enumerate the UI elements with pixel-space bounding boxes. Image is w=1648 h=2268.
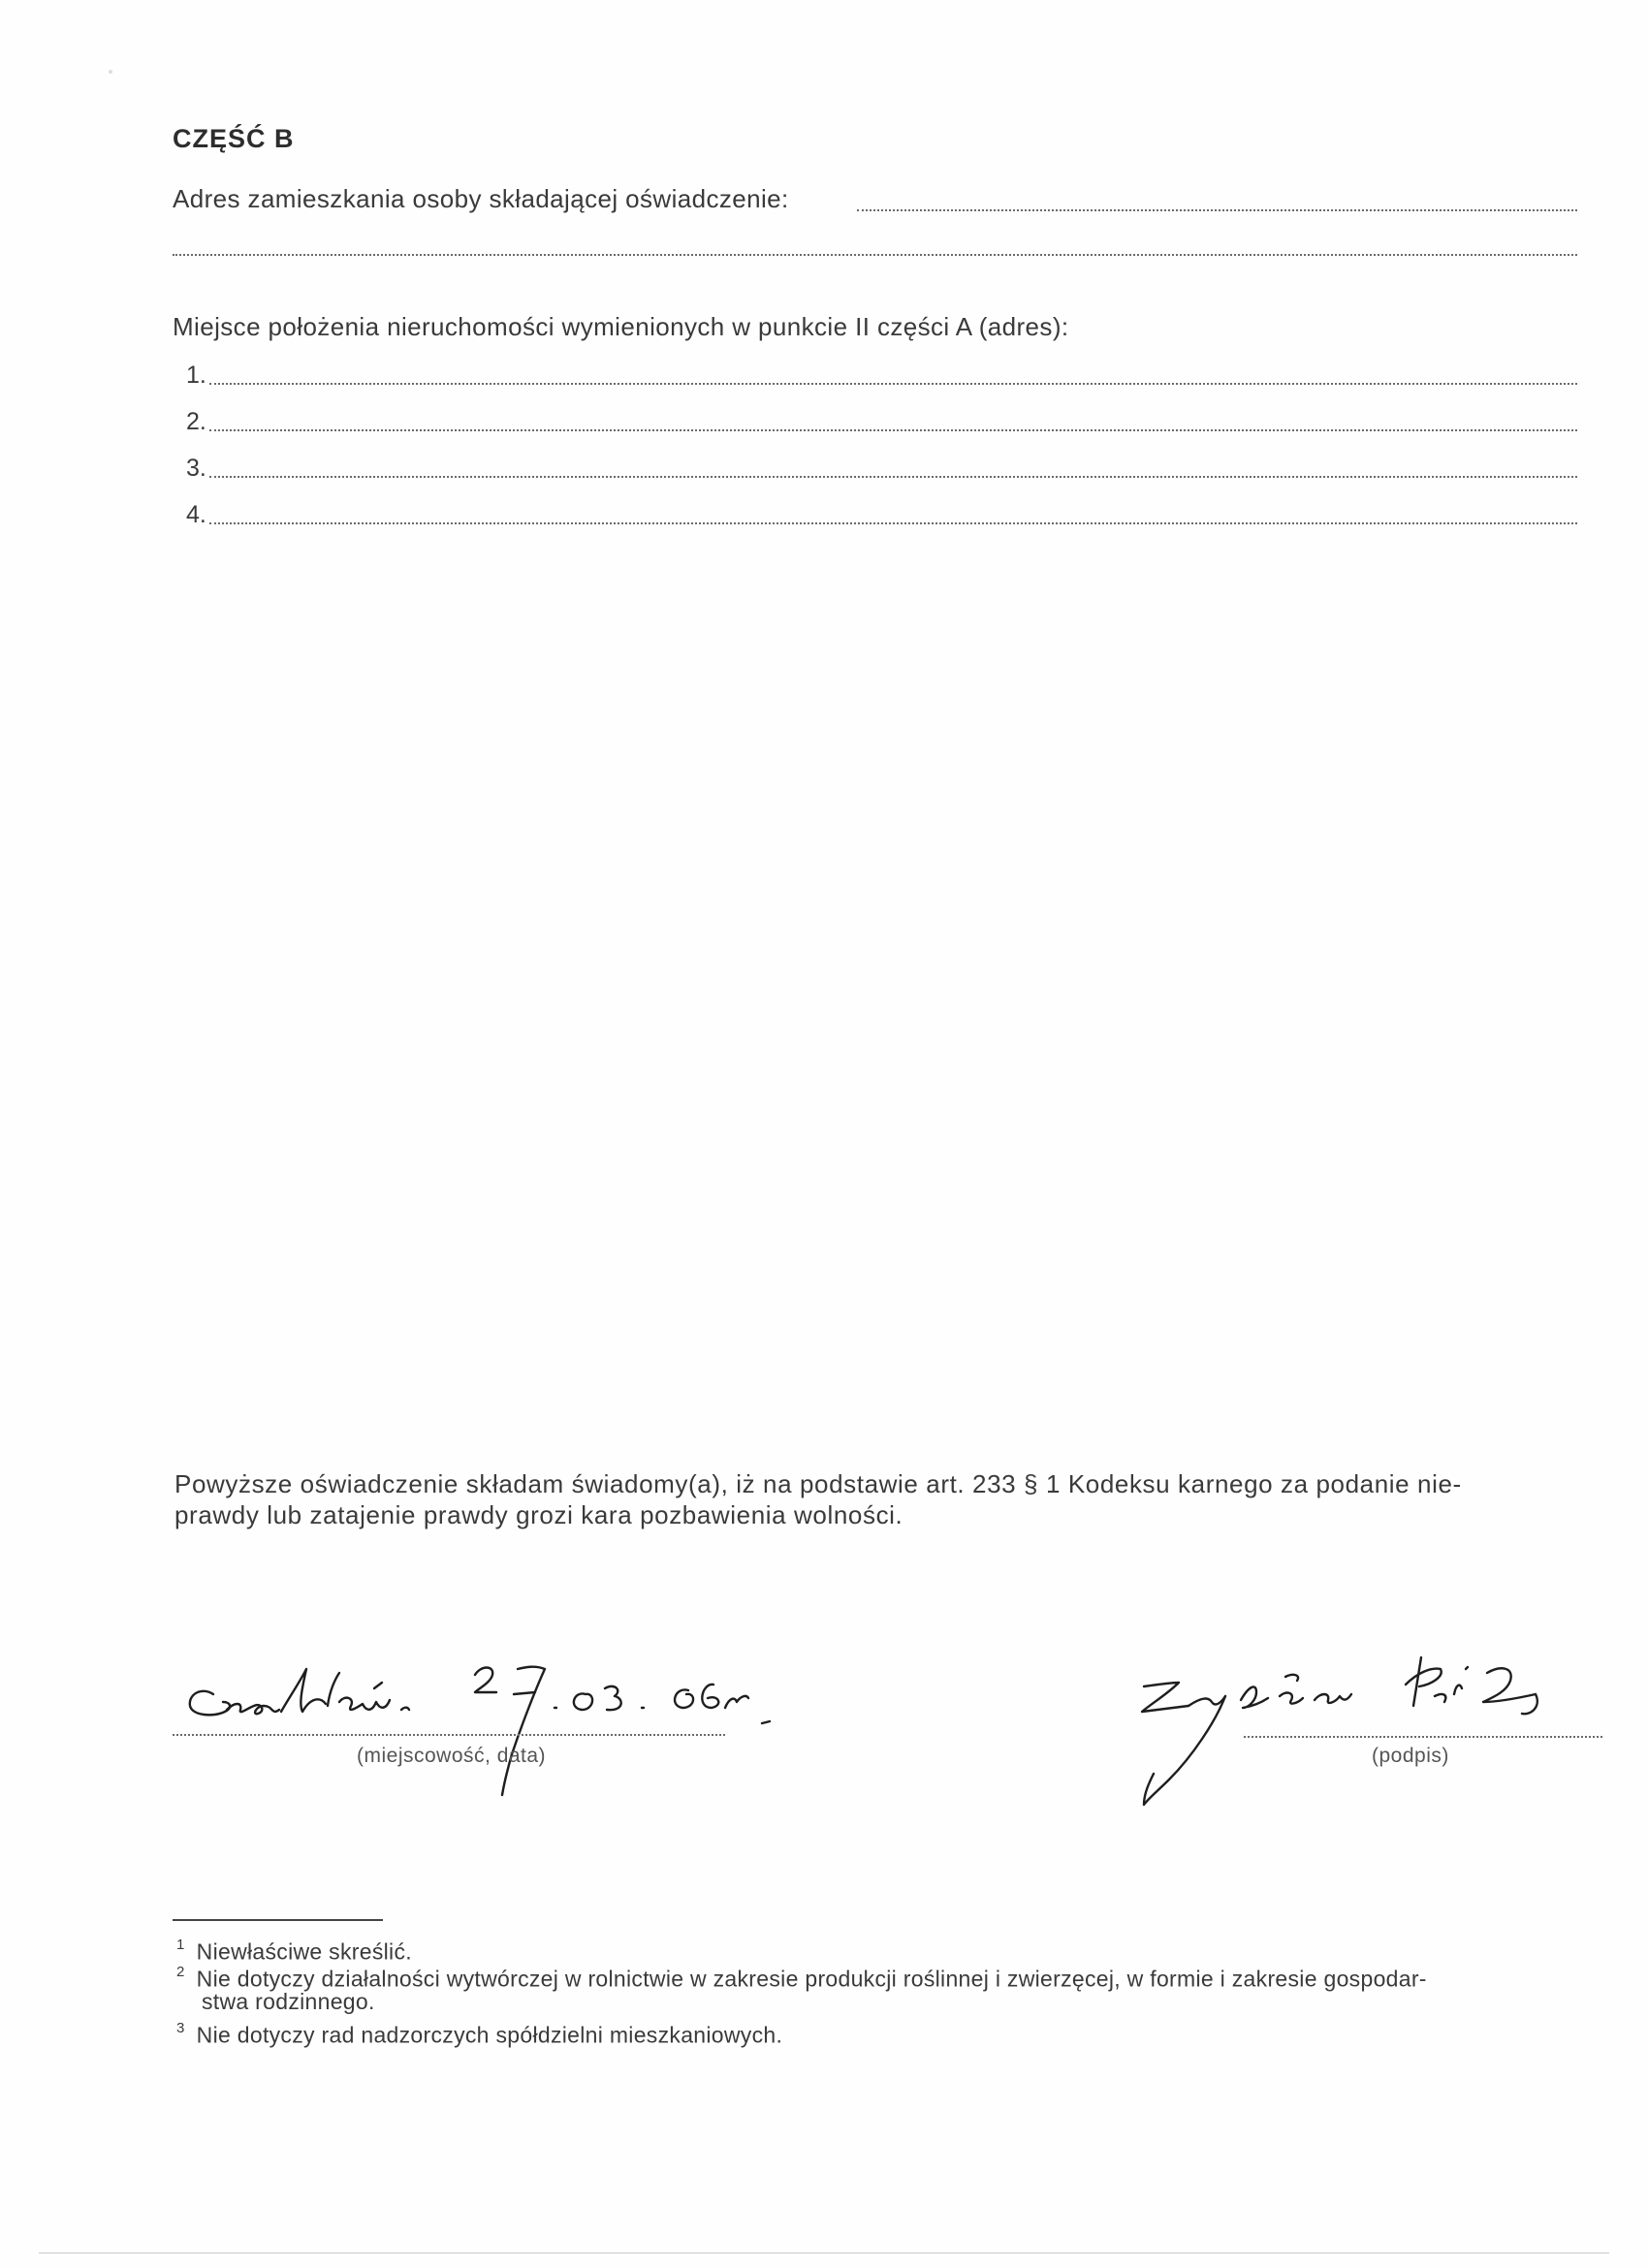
statement-paragraph xyxy=(174,1468,1590,1530)
place-date-caption: (miejscowość, data) xyxy=(357,1745,547,1767)
footnote-2-text: Nie dotyczy działalności wytwórczej w rolnictwie w zakresie produkcji roślinnej i zwierzęcej, w formie i zakresie gospodar- xyxy=(196,1966,1427,1992)
signature-line xyxy=(1244,1736,1602,1738)
property-item-3-number: 3. xyxy=(186,455,206,482)
address-line-1 xyxy=(857,209,1577,211)
address-label: Adres zamieszkania osoby składającej oświadczenie: xyxy=(173,184,789,213)
property-item-1-number: 1. xyxy=(186,362,206,389)
statement-line-2: prawdy lub zatajenie prawdy grozi kara pozbawienia wolności. xyxy=(174,1500,903,1529)
footnote-2-continuation: stwa rodzinnego. xyxy=(202,1989,375,2014)
property-item-4-number: 4. xyxy=(186,501,206,528)
section-title: CZĘŚĆ B xyxy=(173,124,295,153)
footnote-1-text: Niewłaściwe skreślić. xyxy=(196,1938,412,1965)
property-item-3-line xyxy=(209,476,1577,478)
property-item-4-line xyxy=(209,522,1577,524)
scan-speck xyxy=(109,70,112,74)
property-item-1-line xyxy=(209,383,1577,385)
signature-caption: (podpis) xyxy=(1372,1745,1449,1767)
footnote-3 xyxy=(176,2017,1592,2049)
handwritten-signature xyxy=(1115,1638,1638,1832)
footnote-separator xyxy=(173,1919,383,1921)
footnote-2-number: 2 xyxy=(176,1964,185,1980)
property-label: Miejsce położenia nieruchomości wymienionych w punkcie II części A (adres): xyxy=(173,312,1069,341)
scan-bottom-edge xyxy=(39,2252,1609,2253)
footnote-3-number: 3 xyxy=(176,2020,185,2036)
place-date-line xyxy=(173,1734,725,1736)
property-item-2-number: 2. xyxy=(186,408,206,435)
footnote-1-number: 1 xyxy=(176,1937,185,1953)
property-item-2-line xyxy=(209,429,1577,431)
address-line-2 xyxy=(173,254,1577,256)
footnote-3-text: Nie dotyczy rad nadzorczych spółdzielni mieszkaniowych. xyxy=(196,2022,783,2048)
statement-line-1: Powyższe oświadczenie składam świadomy(a), iż na podstawie art. 233 § 1 Kodeksu karnego za podanie nie- xyxy=(174,1469,1462,1498)
